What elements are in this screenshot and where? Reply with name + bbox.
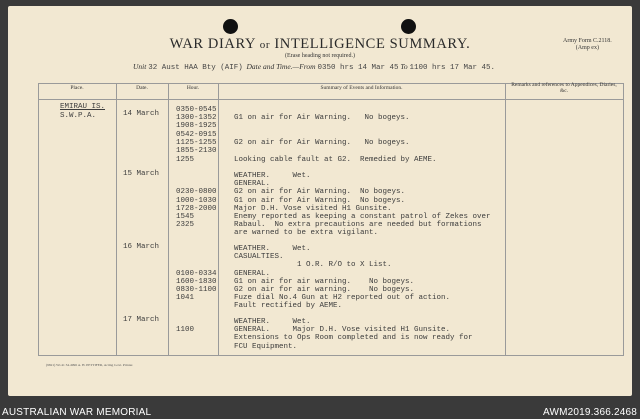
erase-note: (Erase heading not required.) — [285, 53, 355, 59]
rule-left — [38, 83, 39, 356]
entry-15-march-b: WEATHER. Wet. GENERAL. G2 on air for Air Warning. No bogeys. G1 on air for Air Warning. No bogeys. Major D.H. Vose visited H1 Gunsite. Enemy reported as keeping a constant patrol of Zekes over Rabaul. No extra precautions are needed but formations are warned to be extra vigilant. — [234, 172, 491, 238]
place-line-1: EMIRAU IS. — [60, 103, 106, 111]
rule-date — [168, 83, 169, 356]
title-war-diary: WAR DIARY — [169, 36, 256, 52]
title-intelligence-summary: INTELLIGENCE SUMMARY. — [274, 36, 471, 52]
army-form-sub: (Amp ex) — [575, 45, 599, 51]
column-header-hour: Hour. — [186, 85, 200, 91]
rule-place — [116, 83, 117, 356]
date-to-label: To — [400, 62, 408, 71]
place-line-2: S.W.P.A. — [60, 112, 97, 120]
table-bottom-rule — [38, 355, 624, 356]
hours-block-4: 0100-0334 1600-1830 0830-1100 1041 — [176, 269, 217, 303]
header-bottom-rule — [38, 99, 624, 100]
date-time-label: Date and Time.—From — [246, 62, 316, 71]
title-or: or — [259, 39, 271, 51]
army-form-number: Army Form C.2118. — [563, 38, 612, 44]
hours-block-5: 1100 — [176, 326, 195, 335]
unit-value: 32 Aust HAA Bty (AIF) — [148, 64, 243, 72]
date-16-march: 16 March — [123, 243, 160, 251]
date-17-march: 17 March — [123, 316, 160, 324]
date-from: 0350 hrs 14 Mar 45 — [317, 64, 399, 72]
form-title — [8, 36, 632, 53]
diary-sheet — [8, 6, 632, 396]
column-header-place: Place. — [70, 85, 84, 91]
army-form-label — [563, 38, 612, 52]
printer-note: (9821) Wt.41 34.4996 A. H. PETTIFER, Acting Govt. Printer. — [46, 363, 134, 367]
column-header-date: Date. — [136, 85, 148, 91]
hours-block-3: 0230-0800 1000-1030 1728-2000 1545 2325 — [176, 188, 217, 230]
entry-15-march-a: G2 on air for Air Warning. No bogeys. Looking cable fault at G2. Remedied by AEME. — [234, 139, 437, 164]
rule-hour — [218, 83, 219, 356]
unit-label: Unit — [133, 62, 147, 71]
punch-hole-left — [223, 19, 238, 34]
date-14-march: 14 March — [123, 110, 160, 118]
punch-hole-right — [401, 19, 416, 34]
column-header-summary: Summary of Events and Information. — [320, 85, 403, 91]
entry-14-march: G1 on air for Air Warning. No bogeys. — [234, 114, 410, 123]
column-header-remarks: Remarks and references to Appendices, Diaries, &c. — [511, 82, 617, 94]
hours-block-2: 0542-0915 1125-1255 1855-2130 1255 — [176, 131, 217, 164]
place-cell — [60, 103, 105, 121]
entry-17-march: WEATHER. Wet. GENERAL. Major D.H. Vose visited H1 Gunsite. Extensions to Ops Room completed and is now ready for FCU Equipment. — [234, 318, 473, 351]
rule-right — [623, 83, 624, 356]
entry-16-march: WEATHER. Wet. CASUALTIES. 1 O.R. R/O to X List. GENERAL. G1 on air for air warning. No bogeys. G2 on air for air warning. No bogeys. Fuze dial No.4 Gun at H2 reported out of action. Fault rectified by AEME. — [234, 245, 451, 311]
date-15-march: 15 March — [123, 170, 160, 178]
rule-summary — [505, 83, 506, 356]
watermark-left: AUSTRALIAN WAR MEMORIAL — [2, 407, 152, 418]
hours-block-1: 0350-0545 1300-1352 1908-1925 — [176, 106, 217, 131]
watermark-right: AWM2019.366.2468 — [542, 407, 637, 418]
date-to: 1100 hrs 17 Mar 45. — [409, 64, 495, 72]
unit-line — [133, 62, 495, 72]
